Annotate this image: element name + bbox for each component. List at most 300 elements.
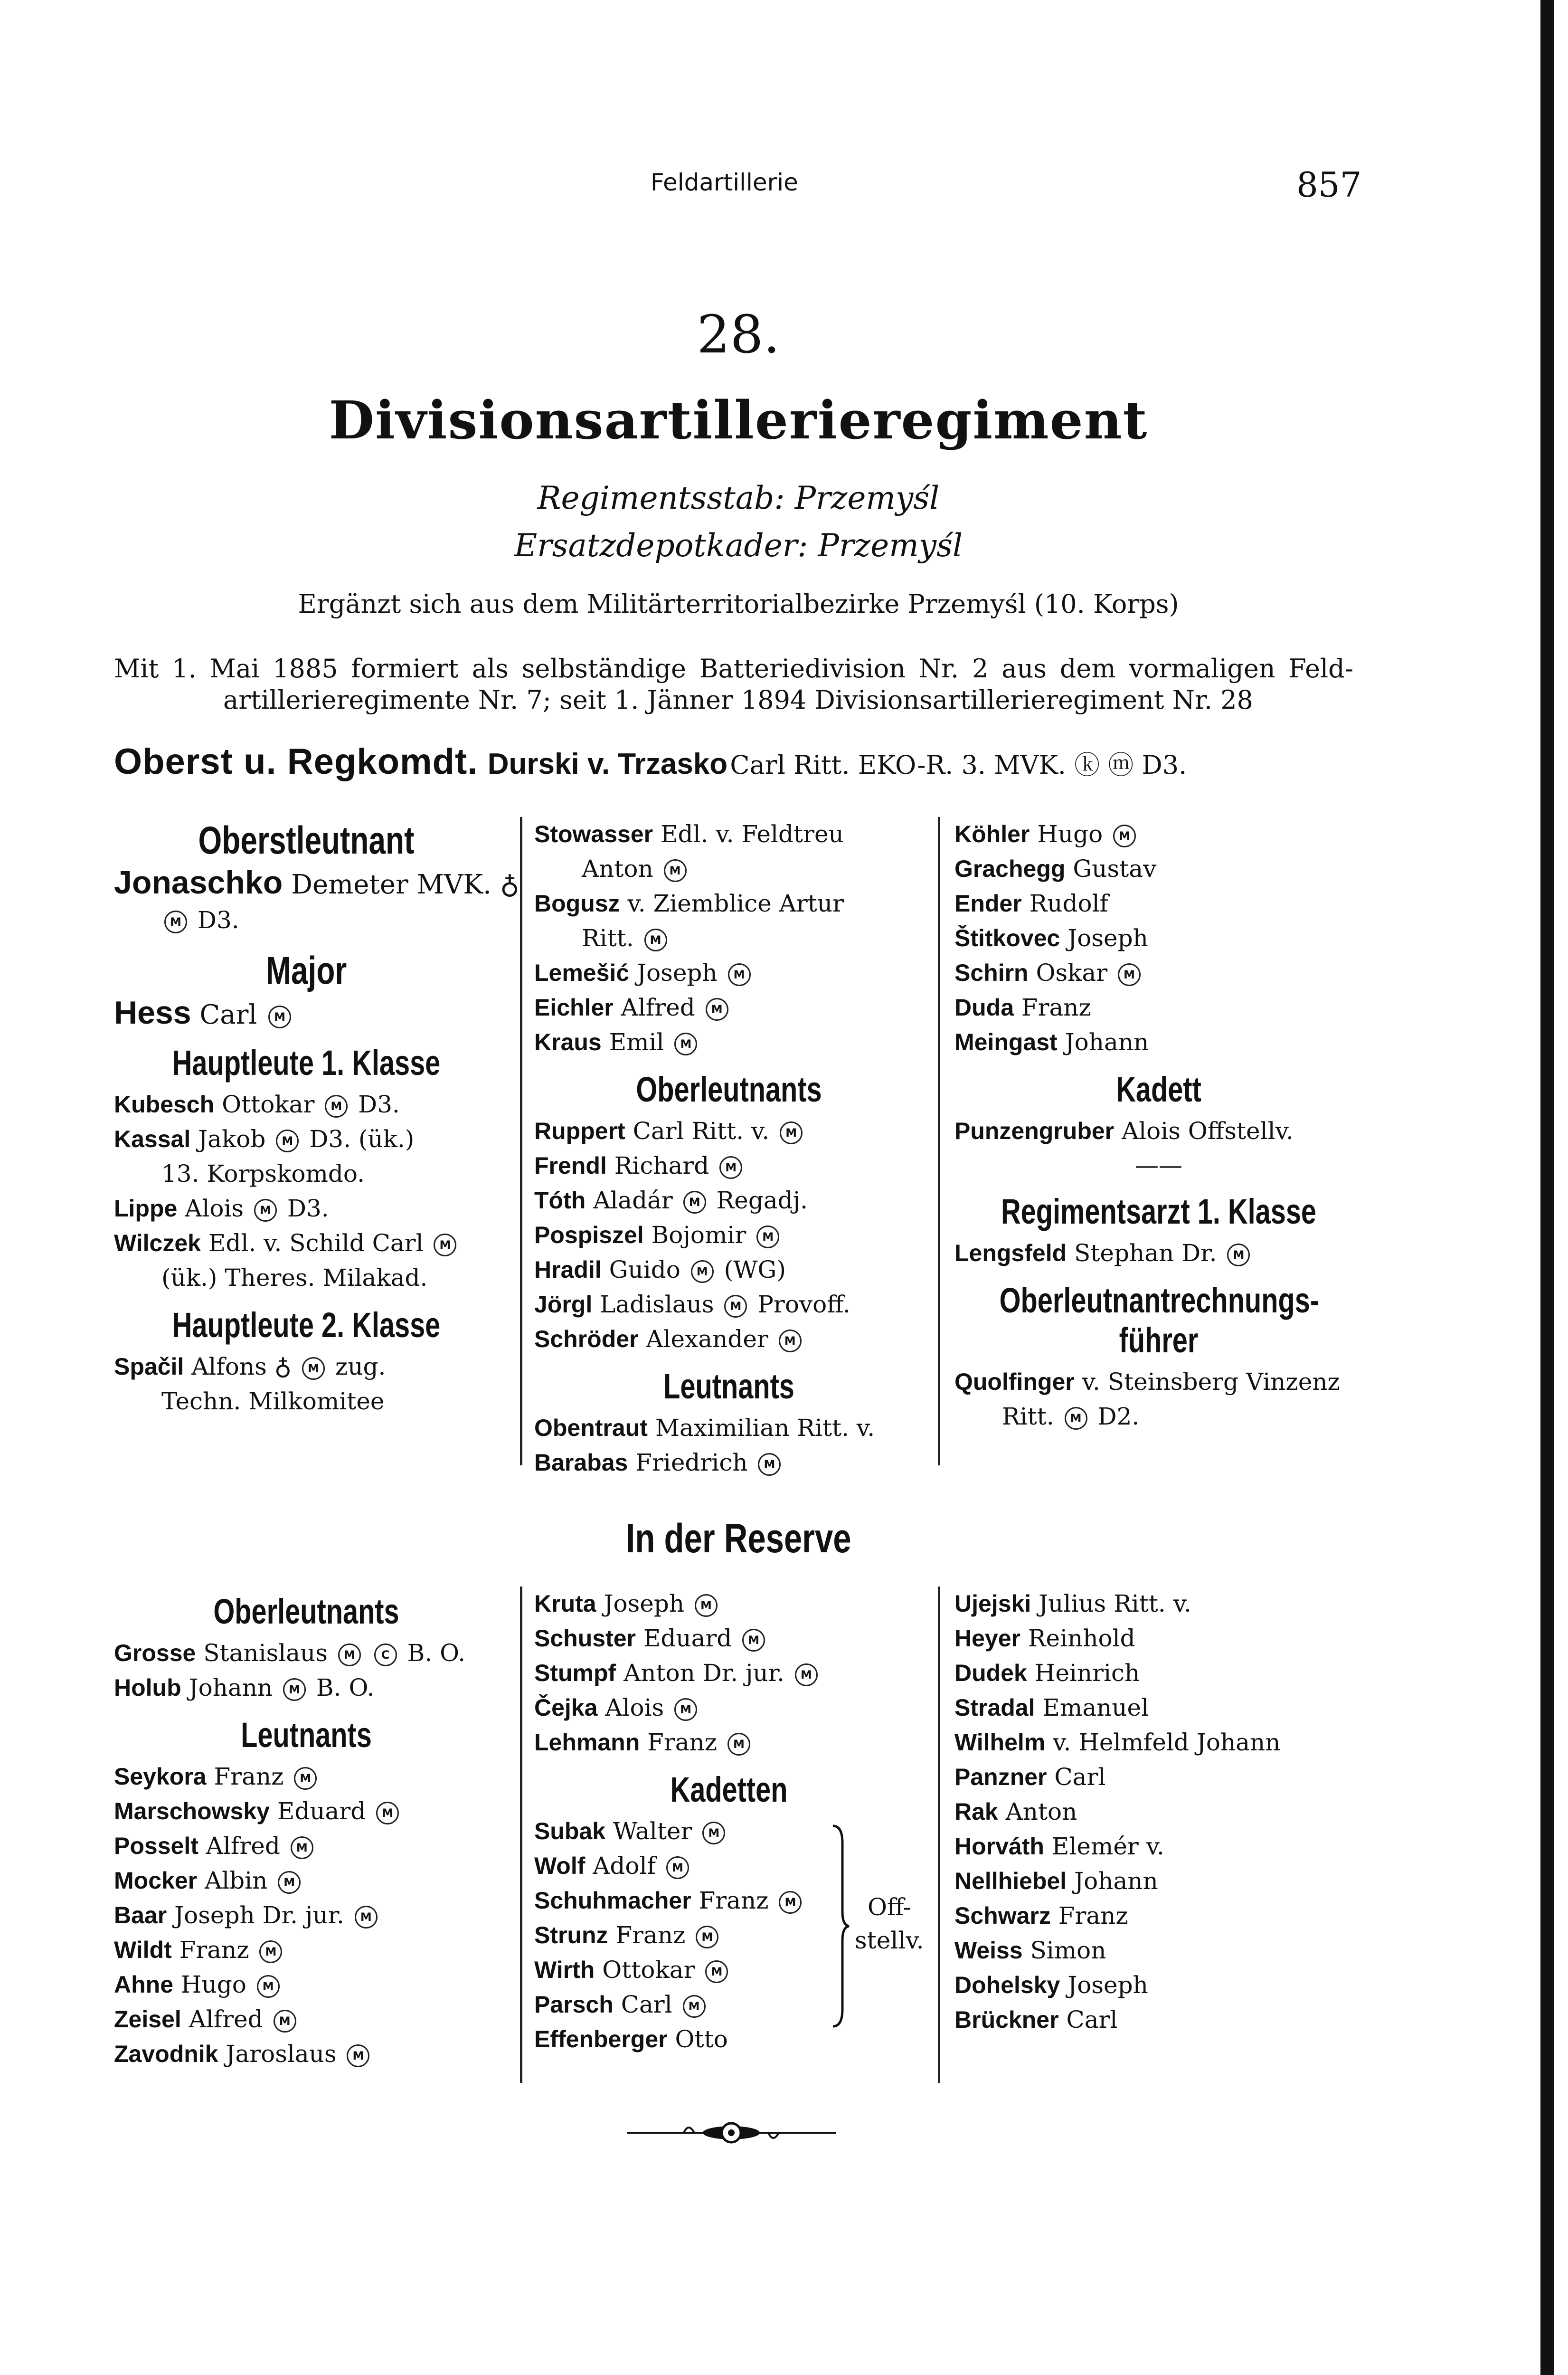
officer-details: Friedrich M — [635, 1449, 784, 1476]
officer-details: Franz M — [214, 1763, 320, 1790]
officer-details: Joseph — [1067, 1971, 1148, 1999]
medal-m-icon: M — [696, 1926, 718, 1948]
officer-details: Alois M — [605, 1694, 700, 1721]
medal-m-icon: M — [1118, 963, 1141, 986]
officer-surname: Dudek — [954, 1660, 1027, 1686]
roster-entry-wildt — [114, 1933, 499, 1967]
officer-surname: Schuster — [534, 1625, 636, 1652]
medal-m-icon: M — [705, 1960, 728, 1983]
officer-surname: Obentraut — [534, 1415, 648, 1441]
officer-surname: Punzengruber — [954, 1118, 1115, 1144]
roster-entry-continuation — [114, 1261, 499, 1295]
ornament-divider — [627, 2116, 836, 2149]
officer-details: Demeter MVK. ♁ — [291, 869, 520, 900]
officer-surname: Parsch — [534, 1991, 614, 2018]
roster-entry-ahne — [114, 1967, 499, 2002]
roster-entry-schwarz — [954, 1899, 1363, 1933]
medal-m-icon: M — [338, 1644, 361, 1666]
medal-m-icon: M — [325, 1095, 348, 1118]
medal-m-icon: M — [674, 1698, 697, 1721]
officer-details: Franz M — [179, 1936, 285, 1964]
regiment-title: Divisionsartillerieregiment — [329, 390, 1148, 451]
officer-surname: Čejka — [534, 1694, 598, 1721]
separator-dash: —— — [1135, 1151, 1182, 1179]
roster-entry-ender — [954, 886, 1363, 921]
medal-m-icon: M — [302, 1357, 325, 1380]
officer-details: Franz M — [647, 1729, 753, 1756]
section-heading-leutnants: Leutnants — [663, 1367, 794, 1406]
officer-details: Edl. v. Feldtreu — [661, 820, 844, 848]
roster-entry-punzengruber — [954, 1114, 1363, 1149]
officer-details: Walter M — [613, 1817, 728, 1845]
officer-surname: Ujejski — [954, 1590, 1031, 1617]
roster-entry-seykora — [114, 1759, 499, 1794]
roster-entry-hess — [114, 995, 499, 1033]
kadetten-note — [855, 1890, 924, 1957]
roster-entry-horvath — [954, 1829, 1363, 1864]
officer-details: Maximilian Ritt. v. — [655, 1414, 875, 1442]
medal-m-icon: M — [666, 1856, 689, 1879]
medal-m-icon: M — [683, 1191, 706, 1214]
medal-m-icon: M — [664, 859, 687, 882]
medal-m-icon: M — [283, 1678, 306, 1701]
roster-entry-continuation — [534, 852, 924, 886]
officer-details: Elemér v. — [1051, 1833, 1164, 1860]
roster-entry-duda — [954, 990, 1363, 1025]
officer-details: Johann M B. O. — [189, 1674, 375, 1701]
officer-surname: Spačil — [114, 1353, 184, 1380]
officer-details: Ottokar M D3. — [222, 1091, 400, 1118]
kadetten-note-line-1: Off- — [867, 1893, 911, 1921]
roster-entry-schroder — [534, 1322, 924, 1357]
kadetten-brace — [831, 1824, 850, 2028]
officer-surname: Stradal — [954, 1694, 1035, 1721]
officer-details: Eduard M — [277, 1797, 402, 1825]
officer-details: Aladár M Regadj. — [593, 1187, 808, 1214]
roster-entry-stumpf — [534, 1656, 924, 1691]
officer-details: Emanuel — [1042, 1694, 1149, 1721]
section-heading-oberleutnants: Oberleutnants — [213, 1592, 399, 1631]
roster-entry-wolf — [534, 1849, 924, 1883]
commander-rank: Oberst u. Regkomdt. — [114, 741, 478, 782]
officer-surname: Eichler — [534, 994, 614, 1021]
officer-details: Carl Ritt. v. M — [633, 1117, 806, 1145]
medal-m-icon: M — [259, 1940, 282, 1963]
officer-surname: Stumpf — [534, 1660, 616, 1686]
officer-details: Anton Dr. jur. M — [623, 1659, 821, 1687]
officer-surname: Ruppert — [534, 1118, 625, 1144]
officer-details: Johann — [1074, 1867, 1158, 1895]
officer-details: Alois Offstellv. — [1122, 1117, 1294, 1145]
medal-m-icon: M — [274, 2010, 296, 2033]
officer-details: Richard M — [614, 1152, 745, 1179]
roster-entry-continuation — [114, 1157, 499, 1191]
officer-details: Reinhold — [1028, 1624, 1135, 1652]
officer-details: Edl. v. Schild Carl M — [208, 1229, 460, 1257]
officer-surname: Hradil — [534, 1256, 602, 1283]
roster-entry-kruta — [534, 1586, 924, 1621]
roster-entry-lemesic — [534, 956, 924, 990]
officer-details: Joseph Dr. jur. M — [174, 1901, 380, 1929]
roster-entry-barabas — [534, 1445, 924, 1480]
officer-details: Hugo M — [1037, 820, 1139, 848]
officer-surname: Marschowsky — [114, 1798, 270, 1824]
medal-m-icon: M — [268, 1006, 291, 1028]
medal-m-icon: M — [254, 1199, 277, 1222]
officer-surname: Dohelsky — [954, 1972, 1060, 1998]
officer-surname: Lehmann — [534, 1729, 640, 1756]
officer-surname: Jörgl — [534, 1291, 593, 1318]
active-column-3 — [954, 817, 1363, 1434]
roster-entry-ruppert — [534, 1114, 924, 1149]
officer-details: Techn. Milkomitee — [161, 1387, 385, 1415]
section-heading-major: Major — [265, 949, 347, 992]
section-heading-oberstleutnant: Oberstleutnant — [198, 819, 415, 862]
officer-details: Carl M — [621, 1991, 708, 2018]
active-column-2 — [534, 817, 924, 1480]
medal-m-icon: M — [164, 911, 187, 933]
officer-details: Emil M — [609, 1028, 700, 1056]
officer-surname: Rak — [954, 1798, 998, 1825]
officer-surname: Meingast — [954, 1029, 1058, 1055]
officer-details: Guido M (WG) — [609, 1256, 786, 1283]
medal-m-icon: M — [719, 1156, 742, 1179]
roster-entry-grosse — [114, 1636, 499, 1671]
officer-surname: Lemešić — [534, 960, 630, 986]
section-heading-oberleutnants: Oberleutnants — [636, 1070, 822, 1109]
officer-surname: Panzner — [954, 1764, 1047, 1790]
roster-entry-cejka — [534, 1691, 924, 1725]
officer-details: v. Helmfeld Johann — [1053, 1729, 1281, 1756]
column-divider — [520, 817, 522, 1465]
medal-m-icon: M — [376, 1802, 399, 1824]
roster-entry-continuation — [114, 903, 499, 938]
officer-surname: Weiss — [954, 1937, 1023, 1964]
officer-surname: Nellhiebel — [954, 1868, 1067, 1894]
officer-surname: Wilhelm — [954, 1729, 1046, 1756]
officer-details: Alfons ♁ M zug. — [191, 1353, 386, 1380]
history-line-1: Mit 1. Mai 1885 formiert als selbständige Batteriedivision Nr. 2 aus dem vormaligen Feld- — [114, 654, 1353, 684]
roster-entry-stowasser — [534, 817, 924, 852]
officer-details: Gustav — [1073, 855, 1157, 883]
column-divider — [520, 1586, 522, 2083]
roster-entry-zavodnik — [114, 2037, 499, 2071]
officer-details: Franz — [1021, 994, 1091, 1021]
officer-surname: Schwarz — [954, 1902, 1051, 1929]
medal-m-icon: M — [1065, 1407, 1087, 1430]
medal-m-icon: M — [727, 1733, 750, 1756]
scan-edge-right — [1540, 0, 1554, 2375]
officer-details: Carl — [1054, 1763, 1106, 1791]
roster-entry-heyer — [954, 1621, 1363, 1656]
reserve-column-3 — [954, 1586, 1363, 2037]
officer-surname: Brückner — [954, 2006, 1059, 2033]
officer-surname: Wirth — [534, 1957, 595, 1983]
roster-entry-kubesch — [114, 1087, 499, 1122]
medal-m-icon: M — [347, 2044, 369, 2067]
roster-entry-subak — [534, 1814, 924, 1849]
officer-surname: Heyer — [954, 1625, 1020, 1652]
medal-m-icon: M — [742, 1629, 765, 1652]
officer-surname: Wolf — [534, 1852, 586, 1879]
officer-surname: Schröder — [534, 1326, 639, 1352]
officer-surname: Schirn — [954, 960, 1029, 986]
officer-details: Anton M — [582, 855, 690, 883]
officer-details: Julius Ritt. v. — [1039, 1590, 1191, 1617]
reserve-title-text: In der Reserve — [625, 1516, 851, 1561]
recruitment-line: Ergänzt sich aus dem Militärterritorialbezirke Przemyśl (10. Korps) — [298, 589, 1179, 619]
roster-entry-nellhiebel — [954, 1864, 1363, 1899]
medal-m-icon: M — [779, 1891, 802, 1914]
active-column-1 — [114, 808, 520, 1419]
officer-details: Franz M — [615, 1921, 721, 1949]
medal-m-icon: M — [702, 1822, 725, 1844]
roster-entry-stitkovec — [954, 921, 1363, 956]
officer-surname: Kruta — [534, 1590, 596, 1617]
officer-details: Alfred M — [621, 994, 731, 1021]
roster-entry-kohler — [954, 817, 1363, 852]
officer-surname: Zavodnik — [114, 2041, 218, 2067]
ersatzdepot-line: Ersatzdepotkader: Przemyśl — [514, 527, 963, 564]
roster-entry-wilczek — [114, 1226, 499, 1261]
section-heading-leutnants: Leutnants — [241, 1715, 372, 1755]
roster-entry-stradal — [954, 1691, 1363, 1725]
roster-entry-effenberger — [534, 2022, 924, 2057]
medal-m-icon: M — [294, 1767, 317, 1790]
officer-details: Hugo M — [181, 1971, 283, 1998]
roster-entry-zeisel — [114, 2002, 499, 2037]
commander-name: Durski v. Trzasko — [487, 748, 728, 780]
roster-entry-dohelsky — [954, 1968, 1363, 2003]
medal-m-icon: M — [758, 1453, 781, 1476]
roster-entry-rak — [954, 1795, 1363, 1829]
officer-details: Bojomir M — [652, 1221, 783, 1249]
officer-surname: Subak — [534, 1818, 606, 1844]
roster-entry-wirth — [534, 1953, 924, 1987]
regiment-number: 28. — [697, 304, 780, 365]
officer-surname: Duda — [954, 994, 1014, 1021]
roster-entry-spacil — [114, 1349, 499, 1384]
roster-entry-lengsfeld — [954, 1236, 1363, 1271]
medal-m-icon: M — [434, 1234, 456, 1256]
roster-entry-eichler — [534, 990, 924, 1025]
roster-entry-jorgl — [534, 1287, 924, 1322]
roster-entry-weiss — [954, 1933, 1363, 1968]
officer-surname: Effenberger — [534, 2026, 668, 2052]
roster-entry-quolfinger — [954, 1365, 1363, 1399]
medal-m-icon: M — [706, 998, 728, 1021]
officer-details: Joseph — [1067, 924, 1148, 952]
officer-details: Alfred M — [206, 1832, 316, 1860]
section-heading-fuhrer: führer — [1119, 1320, 1199, 1360]
history-line-2: artillerieregimente Nr. 7; seit 1. Jänner 1894 Divisionsartillerieregiment Nr. 28 — [223, 685, 1253, 715]
roster-entry-kraus — [534, 1025, 924, 1060]
medal-m-icon: M — [291, 1836, 313, 1859]
officer-surname: Lengsfeld — [954, 1240, 1067, 1266]
roster-entry-schuster — [534, 1621, 924, 1656]
officer-details: Ritt. M — [582, 924, 670, 952]
officer-surname: Horváth — [954, 1833, 1044, 1860]
reserve-column-2 — [534, 1586, 924, 2057]
medal-m-icon: M — [257, 1975, 280, 1998]
officer-surname: Seykora — [114, 1763, 207, 1790]
medal-m-icon: M — [1113, 825, 1136, 847]
medal-m-icon: M — [795, 1663, 818, 1686]
reserve-column-1 — [114, 1582, 499, 2071]
section-heading-oberleutnantrechnungs: Oberleutnantrechnungs- — [999, 1281, 1320, 1320]
officer-surname: Holub — [114, 1674, 181, 1701]
officer-details: Jakob M D3. (ük.) — [198, 1125, 415, 1153]
officer-surname: Wildt — [114, 1937, 172, 1963]
page-number: 857 — [1296, 165, 1362, 205]
officer-details: Stanislaus M C B. O. — [203, 1639, 466, 1667]
medal-m-icon: M — [278, 1871, 301, 1894]
officer-surname: Posselt — [114, 1833, 198, 1859]
medal-m-icon: M — [728, 963, 751, 986]
officer-surname: Wilczek — [114, 1230, 201, 1256]
roster-entry-lehmann — [534, 1725, 924, 1760]
roster-entry-schirn — [954, 956, 1363, 990]
officer-details: Carl — [1066, 2006, 1118, 2033]
roster-entry-lippe — [114, 1191, 499, 1226]
history-paragraph — [114, 653, 1353, 716]
officer-surname: Kraus — [534, 1029, 602, 1055]
roster-entry-hradil — [534, 1253, 924, 1287]
officer-surname: Bogusz — [534, 890, 620, 917]
medal-m-icon: M — [644, 929, 667, 951]
officer-details: 13. Korpskomdo. — [161, 1160, 365, 1188]
officer-details: Jaroslaus M — [226, 2040, 372, 2068]
roster-entry-toth — [534, 1183, 924, 1218]
officer-details: Alfred M — [189, 2005, 299, 2033]
page-header — [0, 165, 1568, 211]
roster-entry-continuation — [114, 1384, 499, 1419]
officer-surname: Kassal — [114, 1126, 191, 1152]
officer-surname: Frendl — [534, 1152, 607, 1179]
officer-details: M D3. — [161, 906, 239, 934]
section-heading-kadetten: Kadetten — [670, 1770, 788, 1809]
officer-surname: Lippe — [114, 1195, 178, 1222]
officer-surname: Strunz — [534, 1922, 608, 1948]
roster-entry-obentraut — [534, 1411, 924, 1445]
officer-details: Eduard M — [643, 1624, 768, 1652]
officer-details: Ladislaus M Provoff. — [600, 1291, 850, 1318]
medal-m-icon: M — [756, 1226, 779, 1248]
kadetten-note-line-2: stellv. — [855, 1927, 924, 1954]
officer-surname: Köhler — [954, 821, 1030, 847]
roster-entry-parsch — [534, 1987, 924, 2022]
roster-entry-mocker — [114, 1863, 499, 1898]
officer-surname: Barabas — [534, 1449, 628, 1476]
officer-details: Heinrich — [1034, 1659, 1140, 1687]
officer-surname: Pospiszel — [534, 1222, 644, 1248]
officer-surname: Hess — [114, 995, 191, 1031]
medal-m-icon: M — [691, 1260, 714, 1283]
officer-details: Oskar M — [1036, 959, 1144, 987]
officer-details: Johann — [1065, 1028, 1149, 1056]
officer-details: Ottokar M — [602, 1956, 731, 1984]
officer-details: Stephan Dr. M — [1074, 1239, 1253, 1267]
officer-details: v. Ziemblice Artur — [627, 890, 844, 917]
roster-entry-meingast — [954, 1025, 1363, 1060]
column-divider — [938, 817, 940, 1465]
officer-details: Albin M — [205, 1867, 303, 1894]
officer-details: Alois M D3. — [185, 1195, 329, 1222]
medal-m-icon: M — [683, 1995, 706, 2018]
roster-entry-panzner — [954, 1760, 1363, 1795]
roster-entry-posselt — [114, 1829, 499, 1863]
officer-details: Franz M — [699, 1887, 805, 1914]
medal-m-icon: M — [724, 1295, 747, 1318]
roster-entry-holub — [114, 1671, 499, 1705]
officer-surname: Tóth — [534, 1187, 586, 1214]
medal-m-icon: M — [355, 1906, 378, 1928]
officer-details: Simon — [1030, 1937, 1106, 1964]
roster-entry-ujejski — [954, 1586, 1363, 1621]
regimentsstab-line: Regimentsstab: Przemyśl — [537, 480, 940, 516]
medal-c-icon: C — [374, 1644, 397, 1666]
roster-entry-bogusz — [534, 886, 924, 921]
officer-details: Alexander M — [646, 1325, 804, 1353]
section-heading-regimentsarzt-1-klasse: Regimentsarzt 1. Klasse — [1001, 1192, 1317, 1231]
officer-details: Rudolf — [1029, 890, 1109, 917]
roster-entry-dudek — [954, 1656, 1363, 1691]
officer-details: Joseph M — [604, 1590, 720, 1617]
roster-entry-pospiszel — [534, 1218, 924, 1253]
column-divider — [938, 1586, 940, 2083]
roster-entry-frendl — [534, 1149, 924, 1183]
officer-surname: Stowasser — [534, 821, 653, 847]
officer-surname: Mocker — [114, 1867, 198, 1894]
officer-surname: Schuhmacher — [534, 1887, 691, 1914]
officer-details: Ritt. M D2. — [1002, 1403, 1140, 1430]
section-heading-hauptleute-1-klasse: Hauptleute 1. Klasse — [172, 1043, 441, 1083]
section-heading-kadett: Kadett — [1116, 1070, 1201, 1109]
running-title: Feldartillerie — [651, 169, 798, 196]
officer-surname: Štitkovec — [954, 925, 1060, 951]
officer-surname: Zeisel — [114, 2006, 181, 2033]
officer-details: Franz — [1058, 1902, 1128, 1929]
roster-entry-kassal — [114, 1122, 499, 1157]
officer-surname: Ender — [954, 890, 1022, 917]
reserve-title — [0, 1515, 1477, 1562]
roster-entry-grachegg — [954, 852, 1363, 886]
medal-m-icon: M — [674, 1033, 697, 1055]
commander-details: Carl Ritt. EKO-R. 3. MVK. ⓚ ⓜ D3. — [730, 750, 1187, 780]
officer-details: Carl M — [199, 999, 294, 1030]
officer-surname: Kubesch — [114, 1091, 215, 1118]
roster-entry-baar — [114, 1898, 499, 1933]
officer-surname: Grosse — [114, 1640, 196, 1666]
officer-details: Joseph M — [637, 959, 754, 987]
officer-details: (ük.) Theres. Milakad. — [161, 1264, 428, 1292]
section-heading-hauptleute-2-klasse: Hauptleute 2. Klasse — [172, 1305, 441, 1345]
officer-surname: Ahne — [114, 1971, 173, 1998]
officer-details: Otto — [675, 2025, 728, 2053]
medal-m-icon: M — [1227, 1244, 1250, 1266]
officer-details: Anton — [1005, 1798, 1077, 1825]
officer-surname: Baar — [114, 1902, 167, 1928]
officer-surname: Quolfinger — [954, 1368, 1075, 1395]
medal-m-icon: M — [276, 1130, 299, 1152]
medal-m-icon: M — [695, 1594, 718, 1617]
officer-surname: Grachegg — [954, 855, 1066, 882]
roster-entry-jonaschko — [114, 864, 520, 903]
roster-entry-wilhelm — [954, 1725, 1363, 1760]
commander-line — [114, 741, 1187, 782]
officer-details: Adolf M — [593, 1852, 692, 1880]
officer-details: v. Steinsberg Vinzenz — [1082, 1368, 1340, 1396]
